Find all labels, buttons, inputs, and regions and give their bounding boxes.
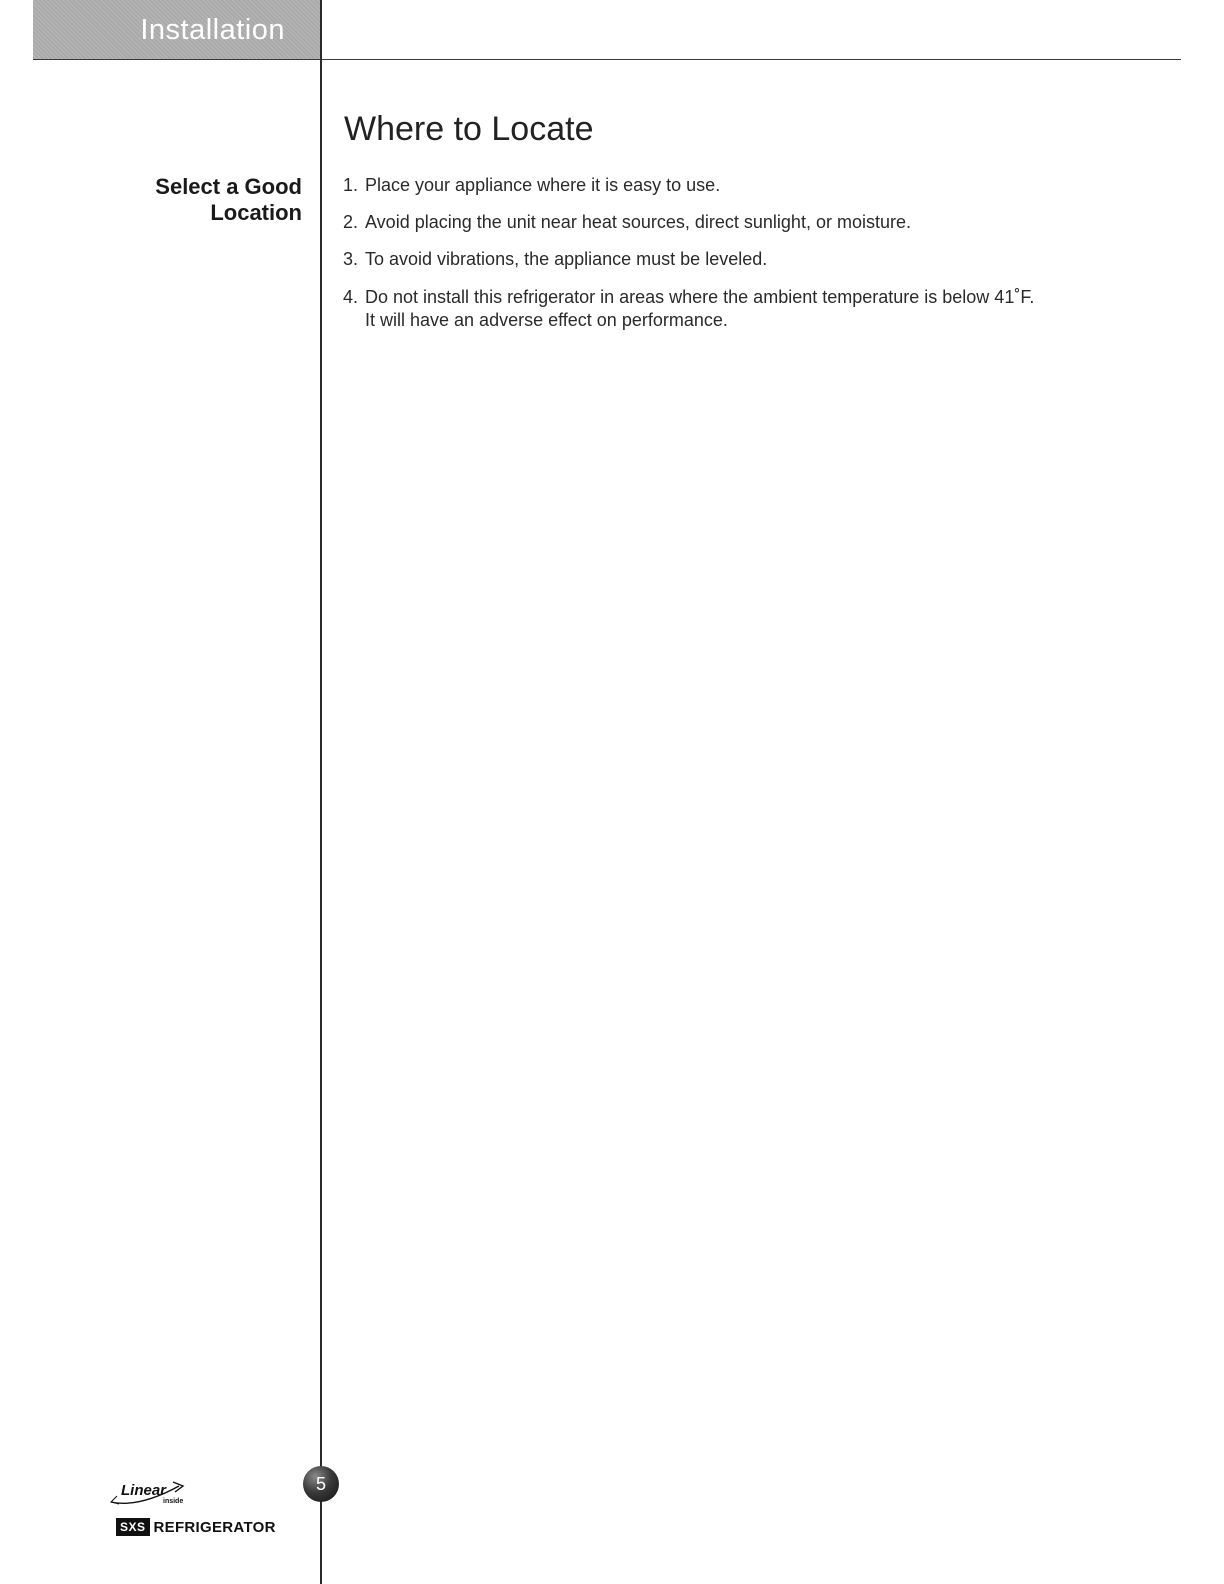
product-label: REFRIGERATOR xyxy=(153,1518,276,1536)
sxs-badge: SXS xyxy=(116,1518,150,1536)
instruction-item xyxy=(343,248,767,271)
logo-wordmark: Linear xyxy=(121,1482,167,1499)
instruction-item xyxy=(343,286,1034,332)
instruction-text: Place your appliance where it is easy to use. xyxy=(365,175,721,195)
instruction-continuation: It will have an adverse effect on performance. xyxy=(365,310,728,330)
header-rule xyxy=(33,59,1181,60)
instruction-text: To avoid vibrations, the appliance must be leveled. xyxy=(365,249,768,269)
logo-subtext: inside xyxy=(163,1498,184,1505)
section-tab xyxy=(33,0,321,60)
page-number-badge: 5 xyxy=(303,1466,339,1502)
instruction-item xyxy=(343,211,911,234)
instruction-text: Avoid placing the unit near heat sources, direct sunlight, or moisture. xyxy=(365,212,911,232)
side-heading-line-2: Location xyxy=(210,200,302,225)
instruction-number: 3. xyxy=(343,249,359,269)
linear-logo xyxy=(109,1480,209,1520)
instruction-number: 2. xyxy=(343,212,359,232)
side-heading xyxy=(155,174,302,226)
instruction-text: Do not install this refrigerator in areas where the ambient temperature is below 41˚F. xyxy=(365,287,1035,307)
product-mark xyxy=(116,1518,276,1536)
column-divider xyxy=(320,0,322,1584)
instruction-number: 1. xyxy=(343,175,359,195)
instruction-item xyxy=(343,174,720,197)
side-heading-line-1: Select a Good xyxy=(155,174,302,199)
section-tab-label: Installation xyxy=(140,14,285,46)
page-title: Where to Locate xyxy=(344,110,594,148)
instruction-number: 4. xyxy=(343,287,359,307)
